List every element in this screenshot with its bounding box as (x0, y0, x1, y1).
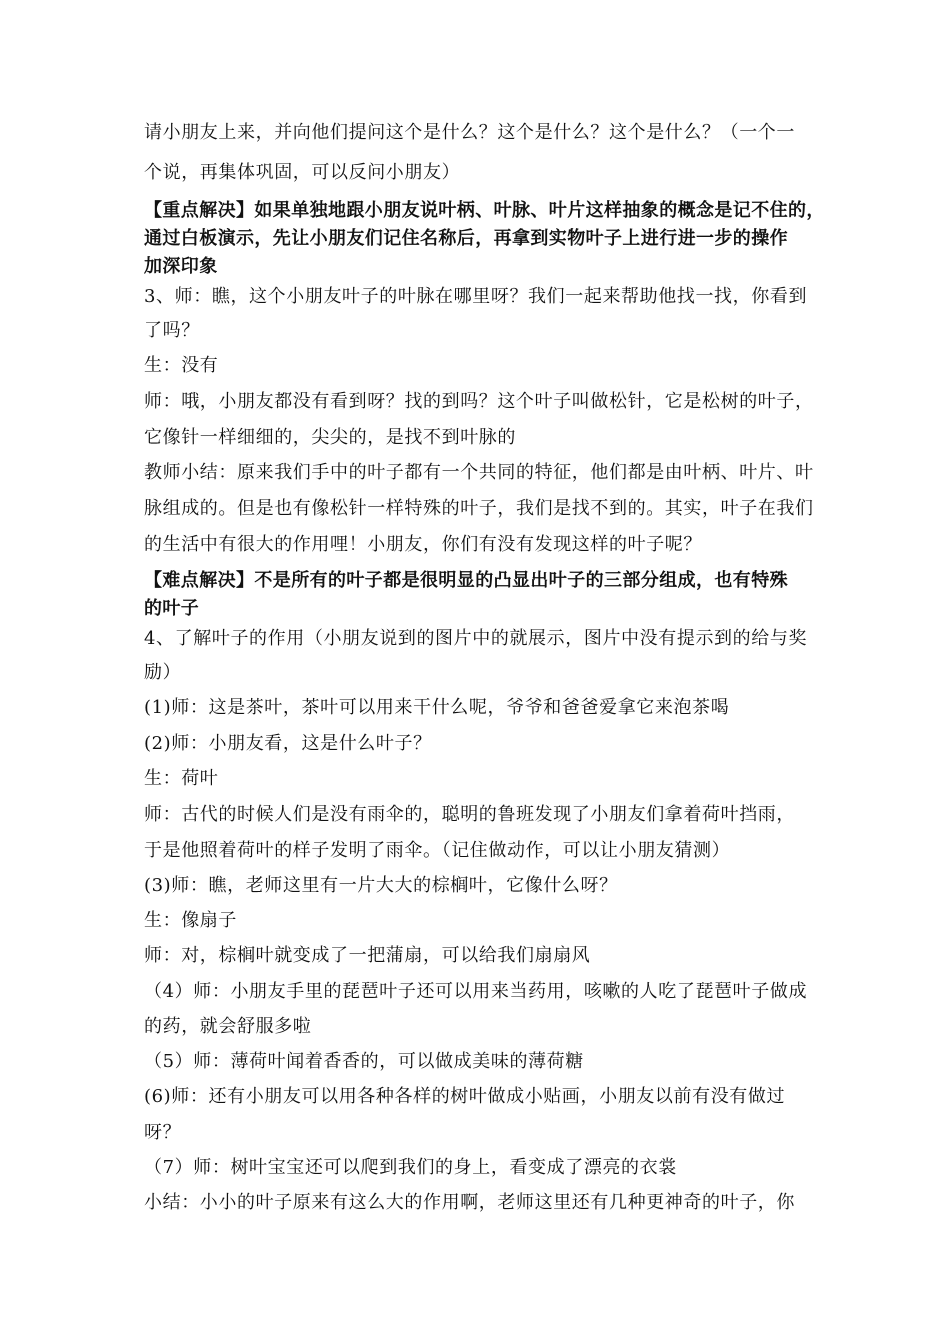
text-line: 生：像扇子 (144, 910, 237, 931)
text-line: 师：哦，小朋友都没有看到呀？找的到吗？这个叶子叫做松针，它是松树的叶子， (144, 391, 814, 412)
text-line: 师：古代的时候人们是没有雨伞的，聪明的鲁班发现了小朋友们拿着荷叶挡雨， (144, 804, 795, 825)
text-line: 脉组成的。但是也有像松针一样特殊的叶子，我们是找不到的。其实，叶子在我们 (144, 498, 814, 519)
text-line: 3、师：瞧，这个小朋友叶子的叶脉在哪里呀？我们一起来帮助他找一找，你看到 (144, 286, 808, 307)
text-line: 生：荷叶 (144, 768, 219, 789)
text-line: 小结：小小的叶子原来有这么大的作用啊，老师这里还有几种更神奇的叶子，你 (144, 1192, 795, 1213)
text-line: (2)师：小朋友看，这是什么叶子？ (144, 733, 432, 754)
text-line: (1)师：这是茶叶，茶叶可以用来干什么呢，爷爷和爸爸爱拿它来泡茶喝 (144, 697, 730, 718)
text-line: （4）师：小朋友手里的琵琶叶子还可以用来当药用，咳嗽的人吃了琵琶叶子做成 (144, 981, 808, 1002)
text-line: (3)师：瞧，老师这里有一片大大的棕榈叶，它像什么呀？ (144, 875, 618, 896)
text-line: 的药，就会舒服多啦 (144, 1016, 312, 1037)
text-line: 请小朋友上来，并向他们提问这个是什么？这个是什么？这个是什么？（一个一 (144, 122, 795, 143)
text-line: 它像针一样细细的，尖尖的，是找不到叶脉的 (144, 427, 516, 448)
text-line: 的生活中有很大的作用哩！小朋友，你们有没有发现这样的叶子呢？ (144, 534, 702, 555)
text-line: 生：没有 (144, 355, 219, 376)
text-line: （7）师：树叶宝宝还可以爬到我们的身上，看变成了漂亮的衣裳 (144, 1157, 677, 1178)
text-line: (6)师：还有小朋友可以用各种各样的树叶做成小贴画，小朋友以前有没有做过 (144, 1086, 786, 1107)
key-point-line: 加深印象 (144, 256, 218, 277)
text-line: 个说，再集体巩固，可以反问小朋友） (144, 162, 461, 183)
text-line: 于是他照着荷叶的样子发明了雨伞。（记住做动作，可以让小朋友猜测） (144, 840, 731, 861)
key-point-heading: 【重点解决】如果单独地跟小朋友说叶柄、叶脉、叶片这样抽象的概念是记不住的， (144, 200, 825, 221)
text-line: （5）师：薄荷叶闻着香香的，可以做成美味的薄荷糖 (144, 1051, 584, 1072)
text-line: 呀？ (144, 1122, 182, 1143)
text-line: 4、了解叶子的作用（小朋友说到的图片中的就展示，图片中没有提示到的给与奖 (144, 628, 808, 649)
difficulty-heading: 【难点解决】不是所有的叶子都是很明显的凸显出叶子的三部分组成，也有特殊 (144, 570, 788, 591)
text-line: 励） (144, 662, 182, 683)
key-point-line: 通过白板演示，先让小朋友们记住名称后，再拿到实物叶子上进行进一步的操作 (144, 228, 788, 249)
text-line: 了吗？ (144, 320, 200, 341)
text-line: 教师小结：原来我们手中的叶子都有一个共同的特征，他们都是由叶柄、叶片、叶 (144, 462, 814, 483)
difficulty-line: 的叶子 (144, 598, 200, 619)
text-line: 师：对，棕榈叶就变成了一把蒲扇，可以给我们扇扇风 (144, 945, 591, 966)
